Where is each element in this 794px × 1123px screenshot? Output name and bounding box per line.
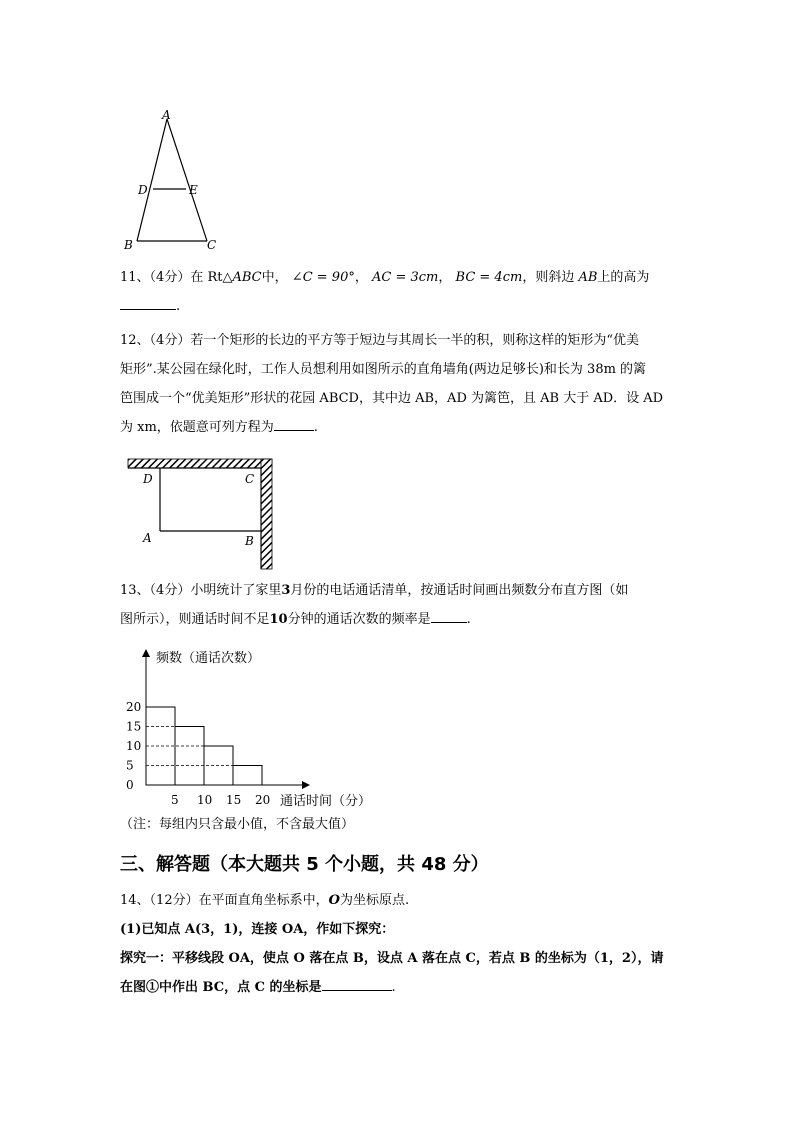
q11-prefix: 在 — [190, 270, 204, 285]
x-tick-label-10: 10 — [197, 793, 213, 807]
q14-line1-b: 为坐标原点. — [339, 893, 410, 908]
histogram-bar-1 — [146, 707, 175, 785]
label-a: A — [162, 108, 171, 122]
wall-right-hatch — [261, 459, 272, 569]
q11-bc: BC = 4cm — [455, 270, 523, 285]
q14-answer-blank[interactable] — [322, 976, 392, 991]
q14-o: O — [328, 893, 340, 908]
x-axis-label: 通话时间（分） — [280, 794, 372, 809]
triangle-figure — [115, 105, 225, 255]
q11-comma2: ， — [438, 270, 452, 285]
q12-line4: 为 xm，依题意可列方程为 — [120, 420, 274, 435]
question-11 — [120, 263, 680, 321]
x-tick-label-5: 5 — [171, 793, 179, 807]
wall-top-hatch — [128, 459, 272, 468]
y-tick-label-10: 10 — [126, 739, 142, 753]
label-a: A — [143, 531, 152, 545]
q14-line4-a: 在图①中作出 BC，点 C 的坐标是 — [120, 980, 322, 995]
q13-line1-a: 小明统计了家里 — [190, 583, 282, 598]
q11-triangle: △ABC — [222, 270, 262, 285]
frequency-histogram — [118, 645, 408, 835]
q11-rt: Rt — [207, 270, 223, 285]
y-tick-label-20: 20 — [126, 700, 142, 714]
q11-angle: ∠C = 90° — [291, 270, 355, 285]
garden-figure — [125, 455, 280, 575]
q12-line2: 矩形”.某公园在绿化时，工作人员想利用如图所示的直角墙角(两边足够长)和长为 38m 的篱 — [120, 362, 647, 377]
q11-ab: AB — [578, 270, 598, 285]
q14-number: 14、 — [120, 893, 150, 908]
label-b: B — [124, 238, 133, 252]
q11-score: （4分） — [149, 270, 191, 285]
q12-answer-blank[interactable] — [274, 416, 314, 431]
x-tick-label-15: 15 — [226, 793, 242, 807]
q11-suffix: 上的高为 — [597, 270, 650, 285]
q13-line2-num: 10 — [269, 612, 288, 627]
q12-line1: 若一个矩形的长边的平方等于短边与其周长一半的积，则称这样的矩形为“优美 — [190, 333, 639, 348]
y-tick-label-5: 5 — [126, 758, 134, 773]
q14-line3: 探究一：平移线段 OA，使点 O 落在点 B，设点 A 落在点 C，若点 B 的坐标为（1，2），请 — [120, 951, 664, 966]
q14-end: . — [391, 980, 396, 995]
question-13 — [120, 576, 680, 634]
q11-mid2: ，则斜边 — [522, 270, 575, 285]
q12-number: 12、 — [120, 333, 150, 348]
y-axis-label: 频数（通话次数） — [156, 651, 261, 666]
label-e: E — [189, 183, 198, 197]
q12-end: . — [313, 420, 318, 435]
q14-line2: (1)已知点 A(3，1)，连接 OA，作如下探究： — [120, 922, 395, 937]
q11-ac: AC = 3cm — [372, 270, 439, 285]
label-d: D — [143, 472, 153, 486]
q11-end: . — [176, 299, 181, 314]
q13-line2-a: 图所示），则通话时间不足 — [120, 612, 270, 627]
q13-line1-b: 月份的电话通话清单，按通话时间画出频数分布直方图（如 — [290, 583, 629, 598]
histogram-bar-4 — [233, 766, 262, 786]
q11-comma1: ， — [354, 270, 368, 285]
y-tick-label-15: 15 — [126, 719, 142, 734]
y-tick-label-0: 0 — [126, 778, 134, 792]
q11-mid1: 中， — [261, 270, 288, 285]
q11-answer-blank[interactable] — [120, 295, 176, 310]
q11-number: 11、 — [120, 270, 150, 285]
label-c: C — [207, 238, 217, 252]
q12-line3: 笆围成一个“优美矩形”形状的花园 ABCD，其中边 AB，AD 为篱笆，且 AB 大于 AD．设 AD — [120, 391, 664, 406]
question-14 — [120, 886, 680, 1002]
q13-end: . — [466, 612, 471, 627]
q14-score: （12分） — [149, 893, 199, 908]
triangle-side-ac — [167, 119, 207, 241]
label-c: C — [245, 472, 255, 486]
q14-line1-a: 在平面直角坐标系中， — [198, 893, 329, 908]
q13-answer-blank[interactable] — [431, 608, 467, 623]
label-d: D — [138, 183, 148, 197]
chart-note: （注：每组内只含最小值，不含最大值） — [120, 817, 355, 832]
triangle-side-ab — [137, 119, 167, 241]
section-3-title: 三、解答题（本大题共 5 个小题，共 48 分） — [120, 854, 489, 875]
q13-line1-num: 3 — [281, 583, 291, 598]
q13-number: 13、 — [120, 583, 150, 598]
x-tick-label-20: 20 — [255, 793, 271, 807]
q12-score: （4分） — [149, 333, 191, 348]
question-12 — [120, 326, 680, 442]
q13-line2-b: 分钟的通话次数的频率是 — [287, 612, 431, 627]
q13-score: （4分） — [149, 583, 191, 598]
histogram-bar-2 — [175, 727, 204, 786]
label-b: B — [245, 534, 254, 548]
